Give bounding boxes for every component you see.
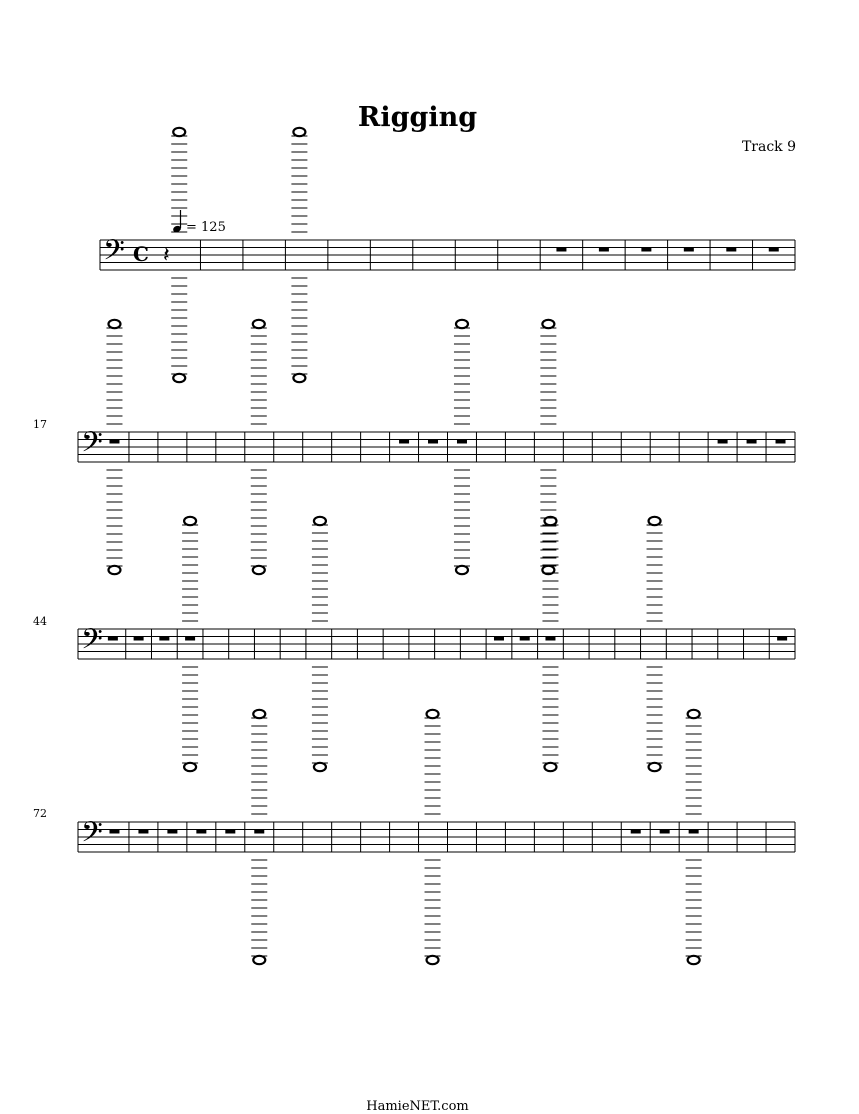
tempo-marking: = 125 — [186, 220, 226, 235]
whole-note — [427, 710, 439, 718]
whole-note — [314, 517, 326, 525]
whole-rest — [159, 637, 169, 641]
whole-note — [253, 710, 265, 718]
whole-rest — [769, 248, 779, 252]
measure-number: 17 — [33, 418, 47, 431]
bass-clef-icon: 𝄢 — [103, 234, 125, 274]
bass-clef-icon: 𝄢 — [81, 816, 103, 856]
whole-rest — [399, 440, 409, 444]
whole-note — [173, 374, 185, 382]
whole-note — [108, 566, 120, 574]
whole-rest — [428, 440, 438, 444]
whole-note — [456, 566, 468, 574]
whole-rest — [167, 830, 177, 834]
bass-clef-icon: 𝄢 — [81, 426, 103, 466]
whole-note — [688, 710, 700, 718]
whole-rest — [684, 248, 694, 252]
measure-number: 72 — [33, 807, 47, 820]
whole-rest — [138, 830, 148, 834]
score-title: Rigging — [357, 102, 478, 133]
whole-rest — [641, 248, 651, 252]
whole-note — [293, 374, 305, 382]
whole-rest — [777, 637, 787, 641]
whole-rest — [660, 830, 670, 834]
whole-rest — [196, 830, 206, 834]
whole-rest — [520, 637, 530, 641]
bass-clef-icon: 𝄢 — [81, 623, 103, 663]
whole-rest — [631, 830, 641, 834]
whole-note — [544, 763, 556, 771]
whole-rest — [109, 440, 119, 444]
whole-note — [253, 566, 265, 574]
whole-note — [542, 320, 554, 328]
whole-rest — [108, 637, 118, 641]
quarter-rest: 𝄽 — [163, 243, 170, 268]
footer-credit: HamieNET.com — [366, 1099, 469, 1114]
whole-note — [184, 517, 196, 525]
whole-note — [108, 320, 120, 328]
whole-note — [293, 128, 305, 136]
whole-rest — [457, 440, 467, 444]
whole-rest — [109, 830, 119, 834]
track-subtitle: Track 9 — [741, 139, 796, 155]
whole-note — [184, 763, 196, 771]
whole-rest — [556, 248, 566, 252]
whole-note — [253, 320, 265, 328]
whole-rest — [225, 830, 235, 834]
whole-rest — [776, 440, 786, 444]
whole-rest — [599, 248, 609, 252]
whole-note — [427, 956, 439, 964]
whole-rest — [718, 440, 728, 444]
whole-rest — [494, 637, 504, 641]
whole-rest — [185, 637, 195, 641]
whole-rest — [545, 637, 555, 641]
whole-rest — [726, 248, 736, 252]
whole-note — [173, 128, 185, 136]
measure-number: 44 — [33, 615, 47, 628]
whole-note — [456, 320, 468, 328]
whole-rest — [134, 637, 144, 641]
whole-note — [649, 517, 661, 525]
whole-note — [688, 956, 700, 964]
whole-rest — [689, 830, 699, 834]
time-signature: C — [133, 242, 149, 266]
whole-rest — [747, 440, 757, 444]
whole-note — [253, 956, 265, 964]
whole-note — [649, 763, 661, 771]
whole-rest — [254, 830, 264, 834]
whole-note — [314, 763, 326, 771]
